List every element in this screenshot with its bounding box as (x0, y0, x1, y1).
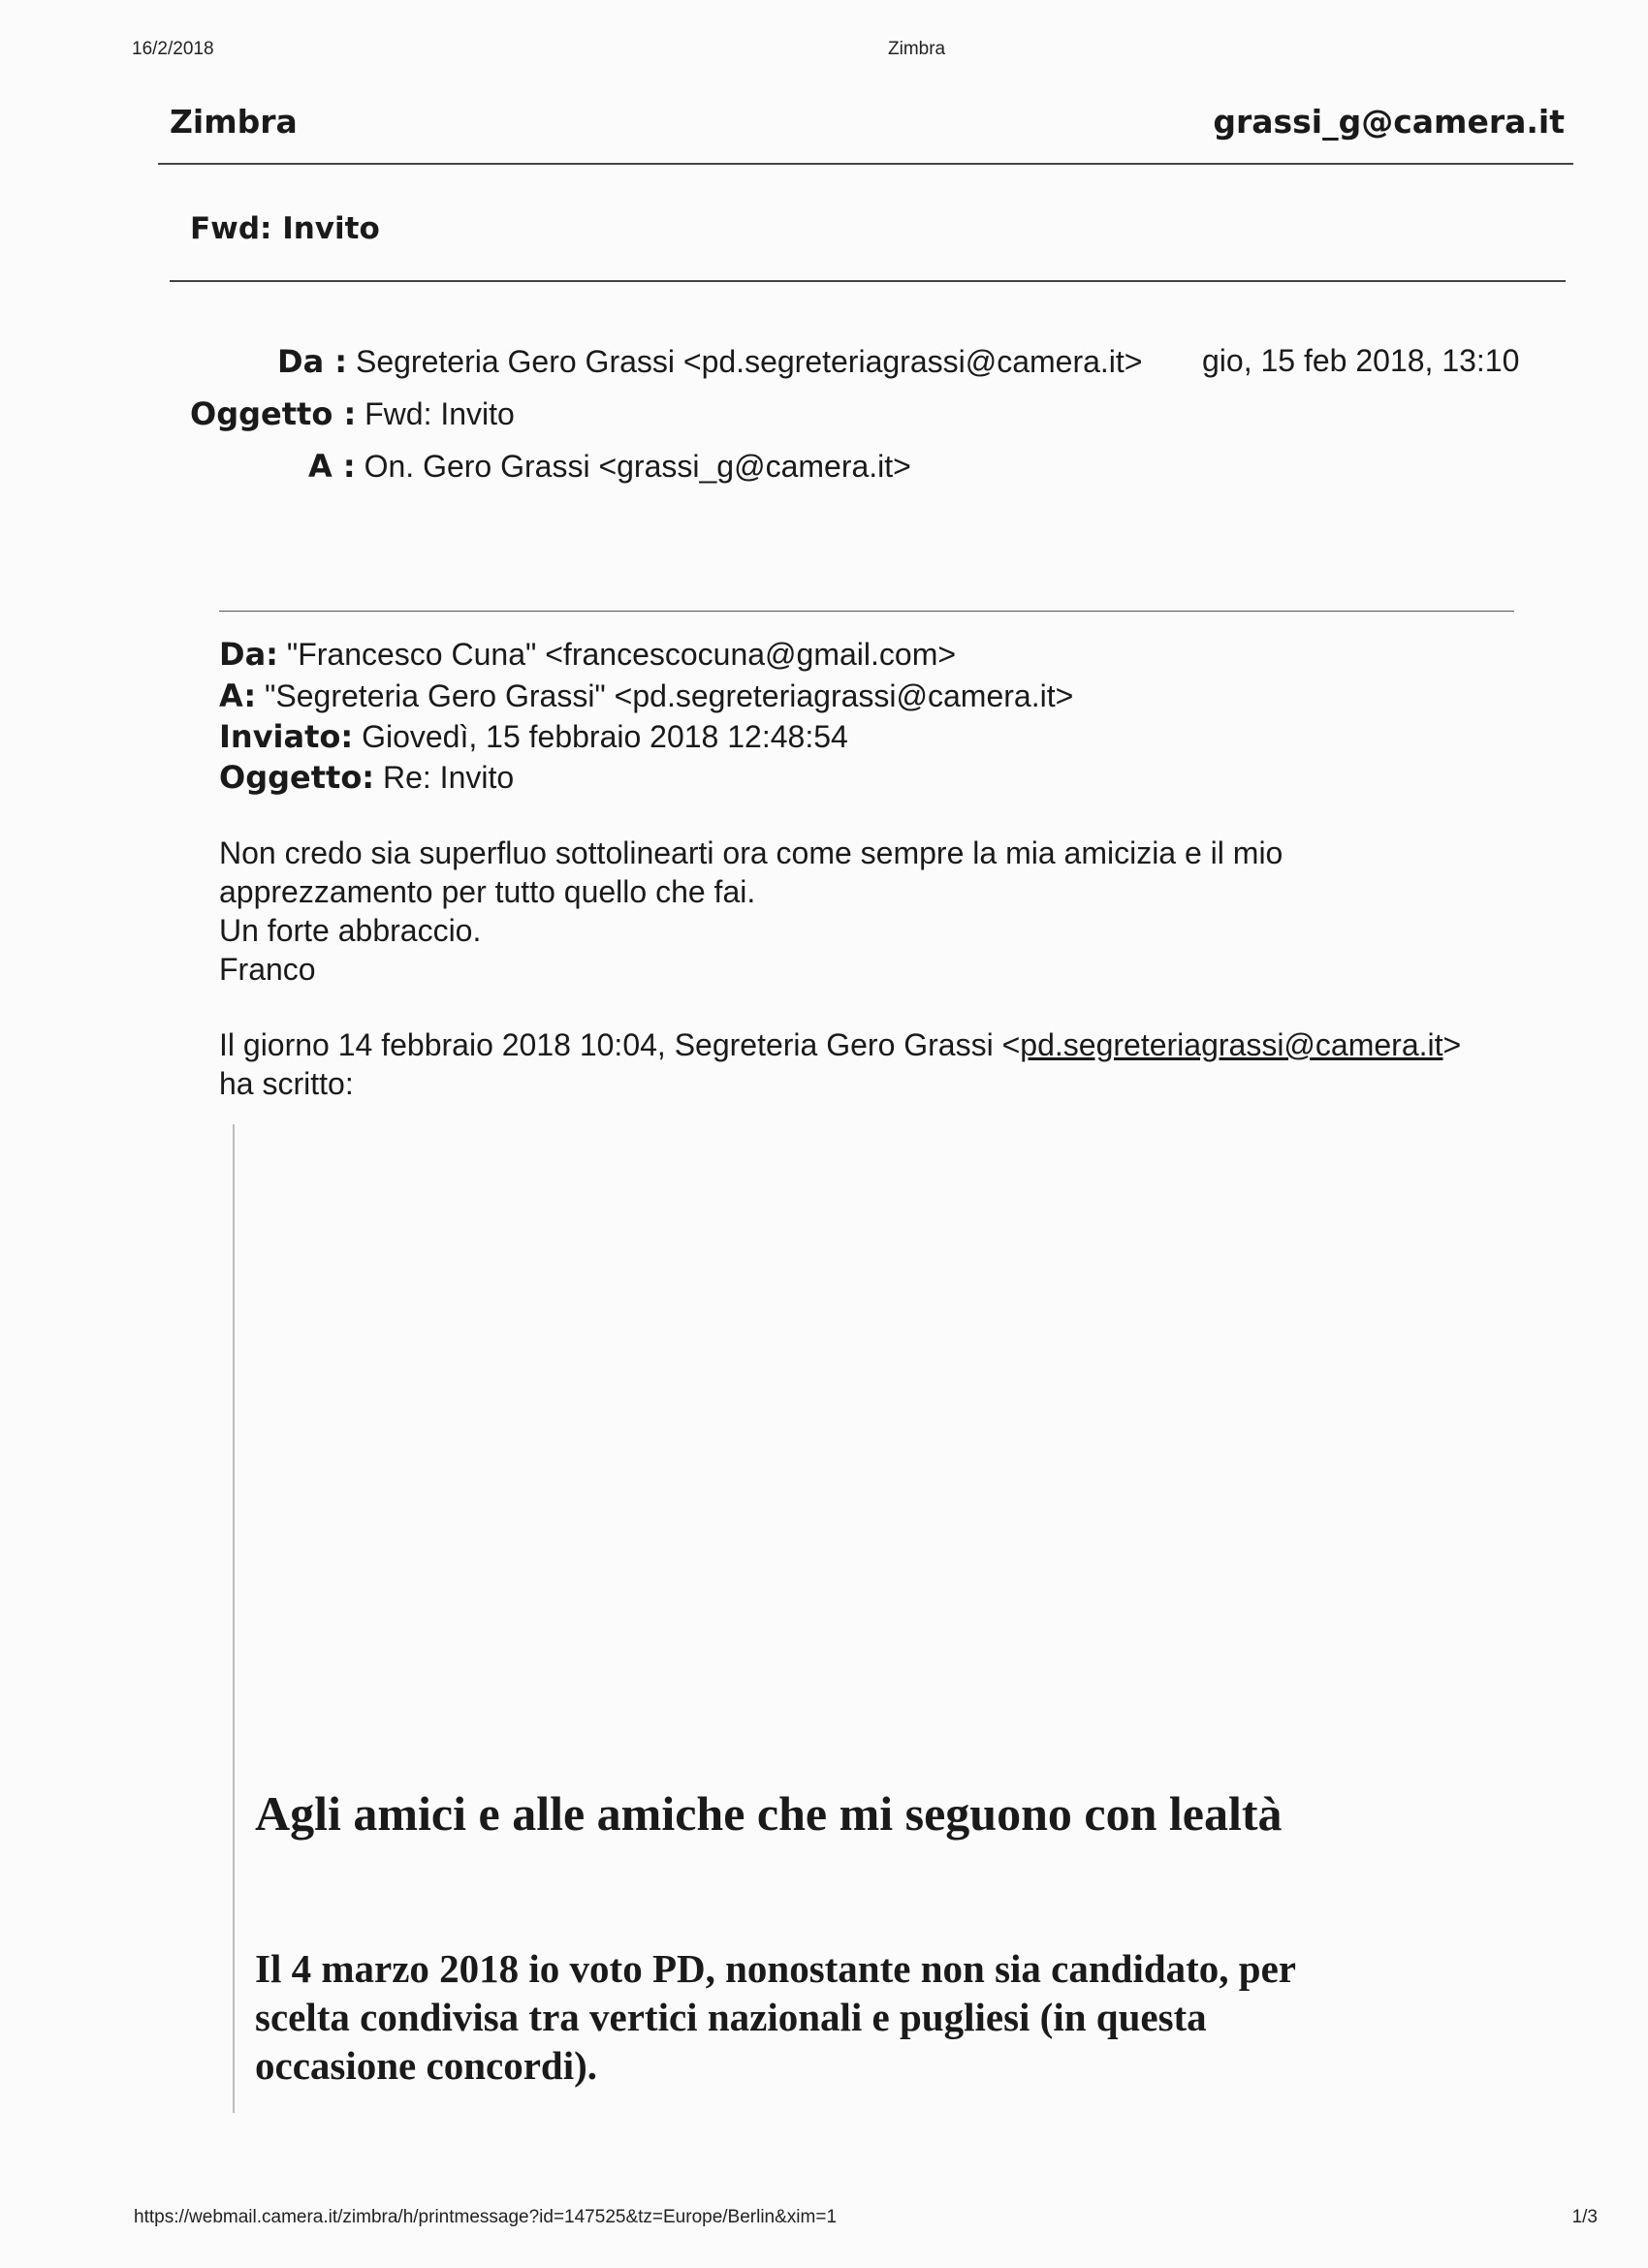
quoted-heading: Agli amici e alle amiche che mi seguono con lealtà (255, 1786, 1283, 1841)
print-footer-url: https://webmail.camera.it/zimbra/h/printmessage?id=147525&tz=Europe/Berlin&xim=1 (134, 2207, 838, 2227)
account-email: grassi_g@camera.it (1213, 103, 1565, 141)
forwarded-subject-label: Oggetto: (219, 759, 375, 796)
quoted-paragraph (255, 1944, 1296, 2090)
header-from-row (277, 343, 1142, 380)
subject-divider (170, 280, 1566, 282)
forwarded-to-label: A: (219, 677, 257, 714)
header-subject-value: Fwd: Invito (364, 396, 515, 431)
header-from-label: Da : (277, 343, 348, 380)
quote-intro-text: Il giorno 14 febbraio 2018 10:04, Segreteria Gero Grassi < (219, 1027, 1021, 1062)
forwarded-to-value: "Segreteria Gero Grassi" <pd.segreteriagrassi@camera.it> (265, 678, 1074, 713)
signature: Franco (219, 952, 316, 987)
print-page-number: 1/3 (1571, 2207, 1598, 2227)
forwarded-subject-row (219, 759, 514, 796)
quoted-line: Il 4 marzo 2018 io voto PD, nonostante non sia candidato, per (255, 1946, 1297, 1991)
forward-divider (219, 611, 1514, 612)
body-line: Non credo sia superfluo sottolinearti ora come sempre la mia amicizia e il mio (219, 835, 1284, 870)
print-app-name: Zimbra (888, 39, 946, 59)
quoted-line: scelta condivisa tra vertici nazionali e pugliesi (in questa (255, 1995, 1207, 2039)
forwarded-from-label: Da: (219, 636, 278, 673)
print-date: 16/2/2018 (132, 39, 214, 59)
forwarded-to-row (219, 677, 1073, 714)
brand-logo-text: Zimbra (170, 103, 298, 141)
quote-indicator-bar (233, 1124, 235, 2113)
forwarded-sent-label: Inviato: (219, 718, 354, 755)
header-to-value: On. Gero Grassi <grassi_g@camera.it> (364, 449, 911, 484)
quote-intro-bracket: > (1442, 1027, 1462, 1062)
forwarded-from-value: "Francesco Cuna" <francescocuna@gmail.com> (286, 637, 957, 672)
forwarded-from-row (219, 636, 956, 673)
quote-intro-wrote: ha scritto: (219, 1066, 354, 1101)
brand-divider (158, 163, 1573, 165)
message-subject-title: Fwd: Invito (190, 211, 380, 246)
quote-intro (219, 1025, 1461, 1103)
header-subject-row (190, 395, 515, 432)
forwarded-sent-value: Giovedì, 15 febbraio 2018 12:48:54 (362, 719, 848, 754)
body-line: apprezzamento per tutto quello che fai. (219, 874, 756, 909)
header-to-label: A : (308, 448, 356, 485)
header-to-row (308, 448, 911, 485)
header-date: gio, 15 feb 2018, 13:10 (1202, 343, 1520, 378)
header-subject-label: Oggetto : (190, 395, 357, 432)
message-body (219, 834, 1283, 989)
forwarded-sent-row (219, 718, 848, 755)
body-line: Un forte abbraccio. (219, 913, 482, 948)
header-from-value: Segreteria Gero Grassi <pd.segreteriagrassi@camera.it> (355, 344, 1143, 379)
forwarded-subject-value: Re: Invito (382, 760, 515, 795)
quote-intro-email-link[interactable]: pd.segreteriagrassi@camera.it (1020, 1027, 1443, 1062)
quoted-line: occasione concordi). (255, 2043, 597, 2088)
